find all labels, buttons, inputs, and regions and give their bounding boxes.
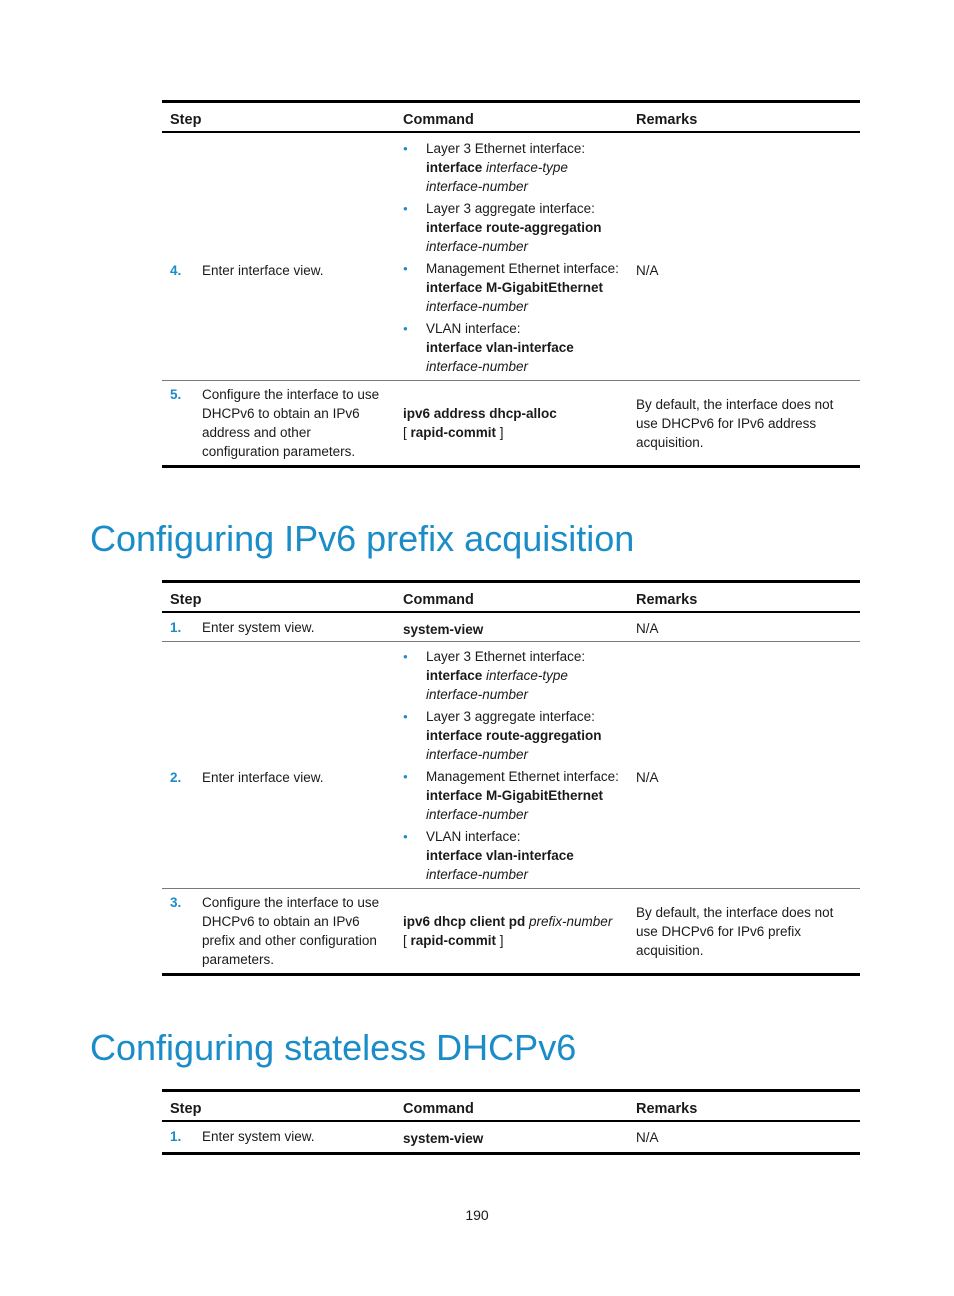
table-row: [162, 612, 860, 642]
interface-option-list: [403, 139, 620, 376]
command-argument: interface-number: [426, 747, 529, 762]
command-keyword: ipv6 address dhcp-alloc: [403, 406, 557, 421]
table-header-row: [162, 582, 860, 613]
command-table-3: [162, 1089, 860, 1155]
command-keyword: interface M-GigabitEthernet: [426, 280, 604, 295]
header-step: Step: [162, 102, 395, 133]
remarks-cell: By default, the interface does not use DHCPv6 for IPv6 address acquisition.: [636, 397, 834, 450]
header-command: Command: [395, 582, 628, 613]
command-argument: interface-number: [426, 239, 529, 254]
command-argument: interface-number: [426, 867, 529, 882]
remarks-cell: N/A: [636, 621, 659, 636]
list-item: [403, 199, 620, 256]
optional-close: ]: [496, 933, 504, 948]
command-option: rapid-commit: [410, 425, 497, 440]
step-description: Enter system view.: [202, 1129, 315, 1144]
command-keyword: interface: [426, 160, 483, 175]
remarks-cell: By default, the interface does not use DHCPv6 for IPv6 prefix acquisition.: [636, 905, 834, 958]
option-label: VLAN interface:: [426, 829, 521, 844]
header-remarks: Remarks: [628, 102, 860, 133]
list-item: [403, 139, 620, 196]
command-option: rapid-commit: [410, 933, 497, 948]
list-item: [403, 647, 620, 704]
command-keyword: interface vlan-interface: [426, 848, 574, 863]
list-item: [403, 767, 620, 824]
command-argument: interface-number: [426, 359, 529, 374]
header-command: Command: [395, 1091, 628, 1122]
page-number: 190: [465, 1207, 489, 1223]
option-label: Management Ethernet interface:: [426, 769, 619, 784]
header-remarks: Remarks: [628, 582, 860, 613]
command-keyword: interface route-aggregation: [426, 220, 602, 235]
command-argument: interface-number: [426, 807, 529, 822]
list-item: [403, 259, 620, 316]
command-keyword: system-view: [403, 1131, 484, 1146]
command-argument: interface-type interface-number: [426, 160, 568, 194]
command-keyword: system-view: [403, 622, 484, 637]
section-heading: Configuring stateless DHCPv6: [90, 1027, 577, 1068]
step-description: Enter system view.: [202, 620, 315, 635]
command-argument: prefix-number: [529, 914, 613, 929]
step-description: Configure the interface to use DHCPv6 to obtain an IPv6 address and other configuration parameters.: [202, 387, 380, 459]
command-keyword: interface vlan-interface: [426, 340, 574, 355]
table-header-row: [162, 102, 860, 133]
step-number: 1.: [170, 620, 182, 635]
remarks-cell: N/A: [636, 1130, 659, 1145]
section-heading: Configuring IPv6 prefix acquisition: [90, 518, 635, 559]
table-row: [162, 132, 860, 381]
optional-open: [: [403, 425, 411, 440]
step-number: 4.: [170, 263, 182, 278]
command-table-2: [162, 580, 860, 976]
option-label: Layer 3 Ethernet interface:: [426, 141, 586, 156]
optional-open: [: [403, 933, 411, 948]
command-argument: interface-number: [426, 299, 529, 314]
list-item: [403, 827, 620, 884]
command-keyword: interface route-aggregation: [426, 728, 602, 743]
command-argument: interface-type interface-number: [426, 668, 568, 702]
header-step: Step: [162, 1091, 395, 1122]
command-keyword: interface: [426, 668, 483, 683]
table-header-row: [162, 1091, 860, 1122]
table-row: [162, 642, 860, 889]
step-number: 5.: [170, 387, 182, 402]
header-command: Command: [395, 102, 628, 133]
optional-close: ]: [496, 425, 504, 440]
step-number: 3.: [170, 895, 182, 910]
table-row: [162, 381, 860, 467]
header-step: Step: [162, 582, 395, 613]
step-description: Enter interface view.: [202, 263, 324, 278]
remarks-cell: N/A: [636, 263, 659, 278]
command-keyword: interface M-GigabitEthernet: [426, 788, 604, 803]
option-label: VLAN interface:: [426, 321, 521, 336]
step-number: 1.: [170, 1129, 182, 1144]
table-row: [162, 889, 860, 975]
option-label: Layer 3 Ethernet interface:: [426, 649, 586, 664]
interface-option-list: [403, 647, 620, 884]
command-table-1: [162, 100, 860, 468]
option-label: Management Ethernet interface:: [426, 261, 619, 276]
step-description: Configure the interface to use DHCPv6 to obtain an IPv6 prefix and other configuration parameters.: [202, 895, 380, 967]
step-description: Enter interface view.: [202, 770, 324, 785]
header-remarks: Remarks: [628, 1091, 860, 1122]
remarks-cell: N/A: [636, 770, 659, 785]
table-row: [162, 1121, 860, 1154]
list-item: [403, 319, 620, 376]
list-item: [403, 707, 620, 764]
step-number: 2.: [170, 770, 182, 785]
option-label: Layer 3 aggregate interface:: [426, 201, 595, 216]
option-label: Layer 3 aggregate interface:: [426, 709, 595, 724]
command-keyword: ipv6 dhcp client pd: [403, 914, 526, 929]
